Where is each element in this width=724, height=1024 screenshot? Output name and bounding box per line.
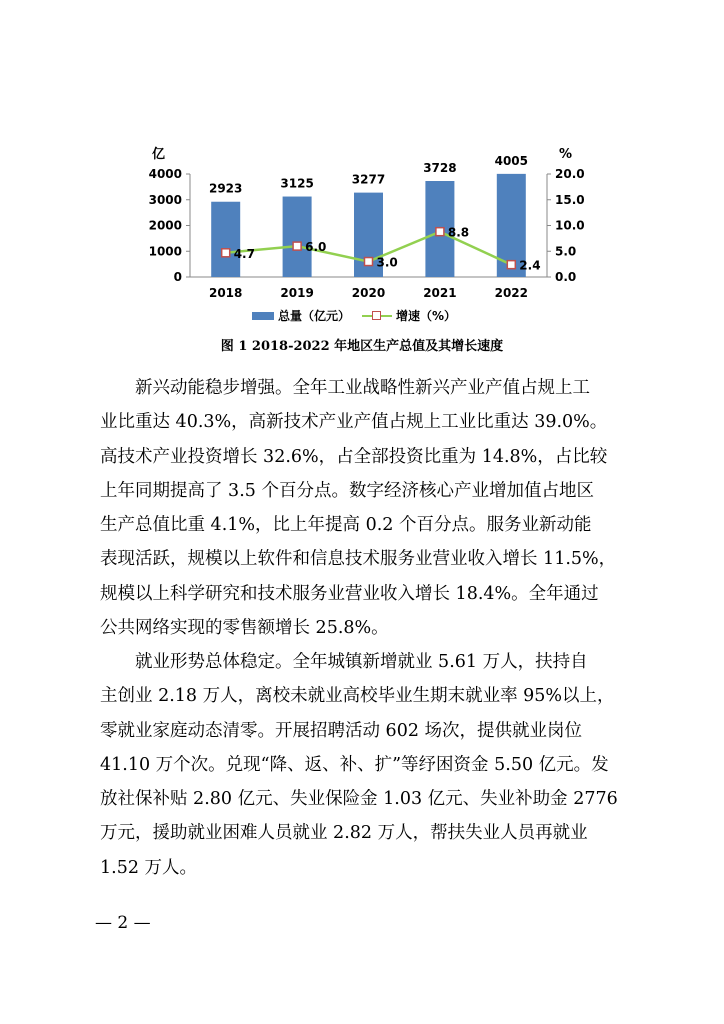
- x-tick-label: 2022: [494, 286, 529, 300]
- y-tick-label-right: 0.0: [555, 270, 577, 284]
- y-tick-label-left: 1000: [148, 244, 182, 259]
- text-line: 就业形势总体稳定。全年城镇新增就业 5.61 万人，扶持自: [135, 652, 588, 672]
- figure-caption: 图 1 2018-2022 年地区生产总值及其增长速度: [220, 339, 504, 354]
- y-tick-label-left: 0: [173, 270, 182, 284]
- x-tick-label: 2020: [351, 286, 386, 300]
- growth-marker: [507, 261, 515, 269]
- growth-marker: [436, 228, 444, 236]
- growth-marker: [365, 258, 373, 266]
- legend-bar-swatch: [252, 312, 274, 320]
- chart-legend: [252, 307, 456, 324]
- y-tick-label-right: 15.0: [555, 192, 585, 207]
- y-axis-unit-right: %: [559, 147, 573, 162]
- text-line: 规模以上科学研究和技术服务业营业收入增长 18.4%。全年通过: [100, 583, 599, 604]
- growth-value-label: 8.8: [447, 225, 470, 240]
- y-axis-unit-left: 亿: [152, 147, 166, 162]
- bar-value-label: 3277: [351, 172, 386, 187]
- legend-line-swatch: [362, 311, 392, 321]
- bar-value-label: 2923: [208, 181, 243, 196]
- y-tick-label-right: 5.0: [555, 244, 577, 259]
- x-tick-label: 2019: [280, 286, 314, 300]
- text-line: 业比重达 40.3%，高新技术产业产值占规上工业比重达 39.0%。: [100, 412, 608, 433]
- legend-line-label: 增速（%）: [396, 309, 457, 323]
- legend-bar-label: 总量（亿元）: [278, 309, 351, 323]
- text-line: 41.10 万个次。兑现“降、返、补、扩”等纾困资金 5.50 亿元。发: [100, 754, 609, 775]
- bar-value-label: 3728: [423, 161, 457, 176]
- text-line: 新兴动能稳步增强。全年工业战略性新兴产业产值占规上工: [135, 378, 590, 398]
- gdp-chart: [140, 136, 590, 326]
- bar-value-label: 4005: [494, 153, 529, 168]
- y-tick-label-left: 3000: [148, 192, 182, 207]
- bar-2019: [283, 197, 312, 277]
- growth-value-label: 3.0: [376, 255, 398, 270]
- y-tick-label-right: 20.0: [555, 167, 585, 181]
- page-number: — 2 —: [95, 913, 151, 933]
- growth-marker: [222, 249, 230, 257]
- x-tick-label: 2018: [208, 286, 243, 300]
- y-tick-label-left: 2000: [148, 218, 182, 233]
- growth-value-label: 6.0: [305, 240, 327, 255]
- growth-value-label: 4.7: [233, 246, 255, 261]
- text-line: 1.52 万人。: [100, 857, 198, 878]
- growth-marker: [293, 242, 301, 250]
- text-line: 表现活跃，规模以上软件和信息技术服务业营业收入增长 11.5%，: [100, 549, 617, 570]
- y-tick-label-left: 4000: [148, 167, 182, 181]
- text-line: 零就业家庭动态清零。开展招聘活动 602 场次，提供就业岗位: [100, 720, 583, 741]
- x-tick-label: 2021: [423, 286, 457, 300]
- text-line: 放社保补贴 2.80 亿元、失业保险金 1.03 亿元、失业补助金 2776: [100, 789, 618, 810]
- paragraph-new-momentum: [100, 371, 650, 645]
- bar-value-label: 3125: [280, 176, 314, 191]
- bar-2018: [211, 202, 240, 277]
- text-line: 主创业 2.18 万人，离校未就业高校毕业生期末就业率 95%以上，: [100, 686, 615, 707]
- text-line: 公共网络实现的零售额增长 25.8%。: [100, 618, 389, 639]
- growth-value-label: 2.4: [519, 258, 541, 273]
- text-line: 生产总值比重 4.1%，比上年提高 0.2 个百分点。服务业新动能: [100, 515, 592, 536]
- text-line: 上年同期提高了 3.5 个百分点。数字经济核心产业增加值占地区: [100, 480, 594, 501]
- text-line: 高技术产业投资增长 32.6%，占全部投资比重为 14.8%，占比较: [100, 446, 608, 467]
- text-line: 万元，援助就业困难人员就业 2.82 万人，帮扶失业人员再就业: [100, 823, 588, 844]
- y-tick-label-right: 10.0: [555, 218, 585, 233]
- paragraph-employment: [100, 645, 650, 885]
